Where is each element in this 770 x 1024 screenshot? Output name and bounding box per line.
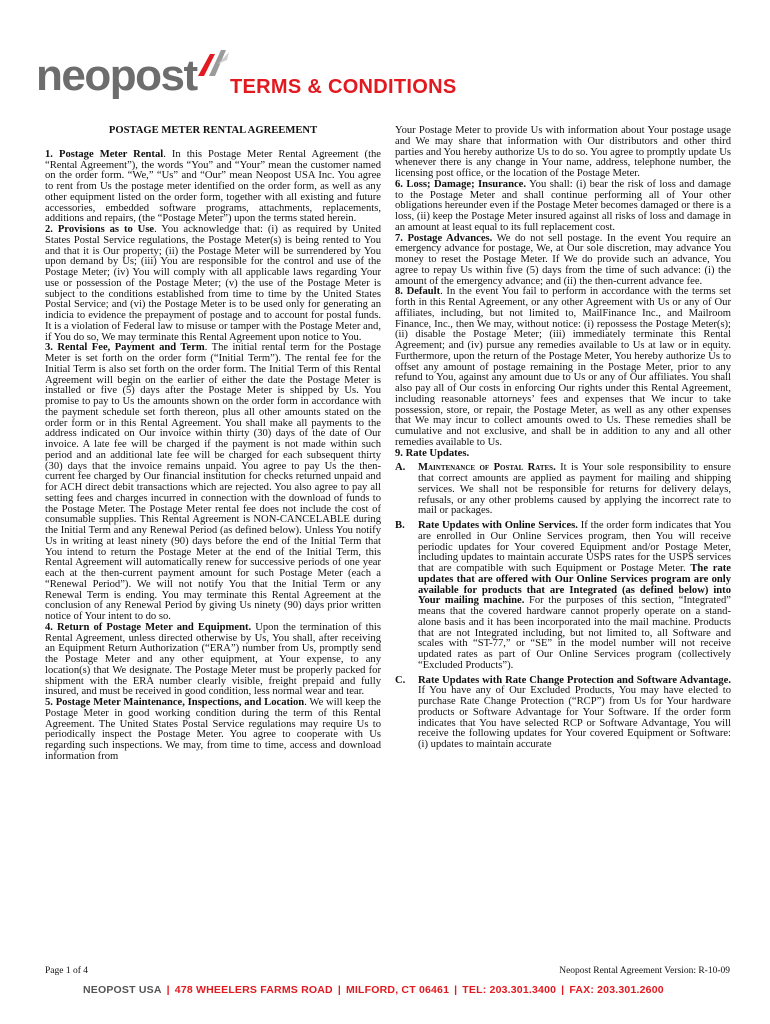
section-1 xyxy=(45,150,381,225)
agreement-title: POSTAGE METER RENTAL AGREEMENT xyxy=(108,125,318,136)
section-2-body: . You acknowledge that: (i) as required by United States Postal Service regulations, the Postage Meter(s) is being rented to You and that it is Our property; (ii) the Postage Meter will be surrendered by You upon demand by Us; (iii) You are responsible for the control and use of the Postage Meter; (iv) You will comply with all applicable laws regarding Your use or possession of the Postage Meter; (v) the use of the Postage Meter is subject to the conditions established from time to time by the United States Postal Service; and (vi) the Postage Meter is to be used only for generating an indicia to evidence the prepayment of postage and to account for postal funds. It is a violation of Federal law to misuse or tamper with the Postage Meter and, if You do so, We may terminate this Rental Agreement upon notice to You. xyxy=(45,224,381,343)
section-8-heading: 8. Default xyxy=(395,286,441,298)
section-6-heading: 6. Loss; Damage; Insurance. xyxy=(395,178,527,190)
separator: | xyxy=(337,984,341,996)
section-9-heading: 9. Rate Updates. xyxy=(395,447,470,459)
section-1-heading: 1. Postage Meter Rental xyxy=(45,148,164,160)
section-3-body: . The initial rental term for the Postage Meter is set forth on the order form (“Initial Term”). The rental fee for the Initial Term is also set forth on the order form. The Initial Term of this Rental Agreement will begin on the earlier of either the date the Postage Meter is installed or five (5) days after the Postage Meter is shipped by Us. You promise to pay to Us the amounts shown on the order form in accordance with the payment schedule set forth thereon, plus all other amounts stated on the order form or in this Rental Agreement. You shall make all payments to the address indicated on Our invoice within thirty (30) days of the date of Our invoice. A late fee will be charged if the payment is not made within such period and an additional late fee will be charged for each subsequent thirty (30) days that the invoice remains unpaid. You agree to pay Us the then-current fee charged by Our financial institution for checks returned unpaid and for ACH direct debit transactions which are rejected. You also agree to pay all setting fees and charges incurred in connection with the download of funds to the Postage Meter. The Postage Meter rental fee does not include the cost of consumable supplies. This Rental Agreement is NON-CANCELABLE during the Initial Term and any Renewal Period (as defined below). Unless You notify Us in writing at least ninety (90) days before the end of the Initial Term that You intend to return the Postage Meter at the end of the Initial Term, this Rental Agreement will automatically renew for successive periods of one year each at the then-current payment amount for such Postage Meter (each a “Renewal Period”). We will not notify You that the Initial Term or any Renewal Term is ending. You may terminate this Rental Agreement at the conclusion of any Renewal Period by giving Us ninety (90) days prior written notice of Your intent to do so. xyxy=(45,342,381,622)
separator: | xyxy=(561,984,565,996)
section-8-body: . In the event You fail to perform in accordance with the terms set forth in this Rental Agreement, or any other Agreement with Us or any of Our affiliates, including, but not limited to, MailFinance Inc., and Mailroom Finance, Inc., then We may, without notice: (i) repossess the Postage Meter(s); (ii) disable the Postage Meter; (iii) immediately terminate this Rental Agreement; and (iv) pursue any remedies available to Us at law or in equity. Furthermore, upon the return of the Postage Meter, You hereby authorize Us to offset any amount of postage remaining in the Postage Meter, prior to any refund to You, against any amount due to Us or any of Our affiliates. You shall also pay all of Our costs in enforcing Our rights under this Rental Agreement, including reasonable attorneys’ fees and expenses that We incur to take possession, store, or repair, the Postage Meter, as well as any other expenses that We may incur to collect amounts owed to Us. These remedies shall be cumulative and not exclusive, and shall be in addition to any and all other remedies available to Us. xyxy=(395,286,731,448)
subsection-a-body: It is Your sole responsibility to ensure that correct amounts are applied as payment for mailing and shipping services. We shall not be responsible for returns for delivery delays, refusals, or any other problems caused by applying the incorrect rate to mail or packages. xyxy=(418,462,731,517)
section-7 xyxy=(395,234,731,288)
section-4-body: Upon the termination of this Rental Agreement, unless directed otherwise by Us, You shall, after receiving an Equipment Return Authorization (“ERA”) number from Us, promptly send the Postage Meter and any other equipment, at Your expense, to any location(s) that We designate. The Postage Meter must be properly packed for shipment with the ERA number clearly visible, freight prepaid and fully insured, and must be received in good condition, less normal wear and tear. xyxy=(45,621,381,698)
section-4-heading: 4. Return of Postage Meter and Equipment. xyxy=(45,621,252,633)
company-fax: FAX: 203.301.2600 xyxy=(569,984,664,996)
section-5-continued: Your Postage Meter to provide Us with information about Your postage usage and We may share that information with Our distributors and other third parties and You hereby authorize Us to do so. You agree to promptly update Us whenever there is any change in Your name, address, telephone number, the licensing post office, or the location of the Postage Meter. xyxy=(395,125,731,179)
section-2-heading: 2. Provisions as to Use xyxy=(45,224,155,235)
separator: | xyxy=(166,984,170,996)
subsection-b-heading: Rate Updates with Online Services. xyxy=(418,520,578,531)
subsection-a-label: A. xyxy=(395,462,406,474)
section-1-body: . In this Postage Meter Rental Agreement (the “Rental Agreement”), the words “You” and “Your” mean the customer named on the order form. “We,” “Us” and “Our” mean Neopost USA Inc. You agree to rent from Us the postage meter identified on the order form, as well as any other equipment listed on the order form, together with all existing and future accessories, embedded software programs, attachments, replacements, additions and repairs, (the “Postage Meter”) upon the terms stated herein. xyxy=(45,148,382,225)
subsection-c-heading: Rate Updates with Rate Change Protection and Software Advantage. xyxy=(418,674,731,686)
section-6-body: You shall: (i) bear the risk of loss and damage to the Postage Meter and shall continue performing all of Your other obligations hereunder even if the Postage Meter becomes damaged or there is a loss, (ii) keep the Postage Meter insured against all risks of loss and damage in an amount at least equal to its full replacement cost. xyxy=(395,178,731,233)
page-title: TERMS & CONDITIONS xyxy=(230,76,457,98)
right-column xyxy=(395,126,731,751)
section-7-body: We do not sell postage. In the event You require an emergency advance for postage, We, at Our sole discretion, may advance You money to reset the Postage Meter. If We do provide such an advance, You agree to repay Us within five (5) days from the time of such advance: (i) the amount of the emergency advance; and (ii) the then-current advance fee. xyxy=(395,232,731,287)
company-name: NEOPOST USA xyxy=(83,984,162,996)
section-4 xyxy=(45,623,381,698)
subsection-b xyxy=(395,521,731,672)
subsection-b-body-1: If the order form indicates that You are enrolled in Our Online Services program, then You will receive periodic updates for Your covered Equipment and/or Postage Meter, including updates to maintain accurate USPS rates for the USPS services that are compatible with such Equipment or Postage Meter. xyxy=(418,520,731,574)
section-6 xyxy=(395,180,731,234)
section-8 xyxy=(395,287,731,448)
section-7-heading: 7. Postage Advances. xyxy=(395,232,493,244)
page-number: Page 1 of 4 xyxy=(45,966,89,976)
logo-swoosh-icon xyxy=(196,48,230,78)
left-column xyxy=(45,126,381,763)
subsection-c xyxy=(395,676,731,751)
separator: | xyxy=(454,984,458,996)
section-2 xyxy=(45,225,381,343)
section-5-heading: 5. Postage Meter Maintenance, Inspections, and Location xyxy=(45,697,305,708)
section-5-body: . We will keep the Postage Meter in good working condition during the term of this Rental Agreement. The United States Postal Service regulations may require Us to periodically inspect the Postage Meter. You agree to cooperate with Us regarding such inspections. We may, from time to time, access and download information from xyxy=(45,697,381,762)
subsection-c-label: C. xyxy=(395,674,406,686)
subsection-c-body: If You have any of Our Excluded Products, You may have elected to purchase Rate Change Protection (“RCP”) from Us for Your hardware products or Software Advantage for Your Software. If the order form indicates that You have selected RCP or Software Advantage, You will receive the following updates for Your covered Equipment or Software: (i) updates to maintain accurate xyxy=(418,685,731,750)
subsection-b-body-2: For the purposes of this section, “Integrated” means that the covered hardware cannot properly operate on a stand-alone basis and it has been incorporated into the mail machine. Products that are not Integrated including, but not limited to, all Software and scales with “ST-77,” or “SE” in the model number will not receive updated rates as part of Our Online Services program (collectively “Excluded Products”). xyxy=(418,595,731,671)
subsection-a xyxy=(395,463,731,517)
page-header xyxy=(36,48,736,108)
section-5 xyxy=(45,698,381,763)
company-address: 478 WHEELERS FARMS ROAD xyxy=(174,984,333,996)
company-city: MILFORD, CT 06461 xyxy=(345,984,450,996)
company-contact-bar xyxy=(83,984,664,996)
section-3 xyxy=(45,343,381,623)
company-tel: TEL: 203.301.3400 xyxy=(462,984,557,996)
subsection-b-bold-note: The rate updates that are offered with Our Online Services program are only available for products that are Integrated (as defined below) into Your mailing machine. xyxy=(418,563,731,607)
neopost-logo: neopost xyxy=(36,51,197,100)
subsection-b-label: B. xyxy=(395,520,405,531)
version-label: Neopost Rental Agreement Version: R-10-09 xyxy=(559,966,730,976)
subsection-a-heading: Maintenance of Postal Rates. xyxy=(418,462,556,474)
section-3-heading: 3. Rental Fee, Payment and Term xyxy=(45,342,205,354)
